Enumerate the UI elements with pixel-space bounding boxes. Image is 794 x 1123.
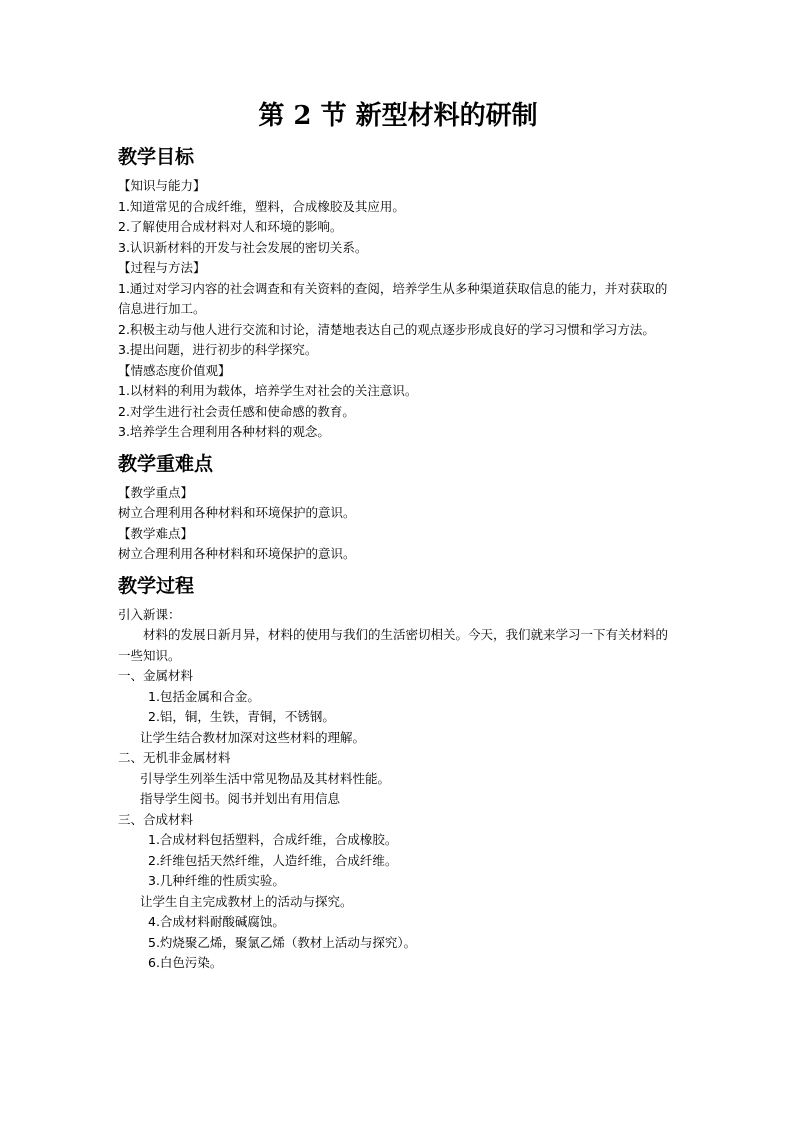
- label-focus: 【教学重点】: [118, 484, 194, 500]
- synthetic-item-5: 5.灼烧聚乙烯，聚氯乙烯（教材上活动与探究）。: [148, 934, 417, 950]
- inorganic-title: 二、无机非金属材料: [118, 750, 231, 765]
- intro-label: 引入新课：: [118, 606, 181, 622]
- metal-note: 让学生结合教材加深对这些材料的理解。: [140, 729, 366, 745]
- heading-keypoints: 教学重难点: [118, 452, 214, 475]
- label-process-method: 【过程与方法】: [118, 260, 206, 275]
- goal-k1: 1.知道常见的合成纤维，塑料，合成橡胶及其应用。: [118, 198, 405, 214]
- metal-title: 一、金属材料: [118, 668, 194, 683]
- synthetic-title: 三、合成材料: [118, 811, 194, 827]
- intro-text: 材料的发展日新月异，材料的使用与我们的生活密切相关。今天，我们就来学习一下有关材料的一些知识。: [118, 627, 669, 663]
- heading-goals: 教学目标: [118, 146, 195, 168]
- goal-k3: 3.认识新材料的开发与社会发展的密切关系。: [118, 239, 368, 255]
- label-attitude: 【情感态度价值观】: [118, 362, 231, 378]
- focus-text: 树立合理利用各种材料和环境保护的意识。: [118, 505, 356, 520]
- goal-e1: 1.以材料的利用为载体，培养学生对社会的关注意识。: [118, 383, 418, 398]
- heading-process: 教学过程: [118, 574, 195, 597]
- goal-p1: 1.通过对学习内容的社会调查和有关资料的查阅，培养学生从多种渠道获取信息的能力，并对获取的信息进行加工。: [118, 280, 668, 316]
- inorganic-item-2: 指导学生阅书。阅书并划出有用信息: [140, 791, 341, 806]
- goal-k2: 2.了解使用合成材料对人和环境的影响。: [118, 219, 343, 234]
- inorganic-item-1: 引导学生列举生活中常见物品及其材料性能。: [140, 770, 391, 786]
- document-page: [118, 96, 678, 974]
- synthetic-item-6: 6.白色污染。: [148, 955, 223, 970]
- synthetic-note: 让学生自主完成教材上的活动与探究。: [140, 893, 353, 909]
- goal-e2: 2.对学生进行社会责任感和使命感的教育。: [118, 403, 355, 419]
- label-difficulty: 【教学难点】: [118, 525, 194, 541]
- metal-item-2: 2.铝，铜，生铁，青铜，不锈钢。: [148, 709, 335, 724]
- goal-e3: 3.培养学生合理利用各种材料的观念。: [118, 424, 330, 439]
- goal-p2: 2.积极主动与他人进行交流和讨论，清楚地表达自己的观点逐步形成良好的学习习惯和学习方法。: [118, 321, 655, 337]
- synthetic-item-1: 1.合成材料包括塑料，合成纤维，合成橡胶。: [148, 832, 398, 847]
- synthetic-item-4: 4.合成材料耐酸碱腐蚀。: [148, 914, 285, 929]
- difficulty-text: 树立合理利用各种材料和环境保护的意识。: [118, 546, 356, 561]
- page-title: 第 2 节 新型材料的研制: [258, 101, 538, 131]
- label-knowledge: 【知识与能力】: [118, 178, 206, 193]
- metal-item-1: 1.包括金属和合金。: [148, 688, 260, 704]
- synthetic-item-3: 3.几种纤维的性质实验。: [148, 873, 285, 888]
- goal-p3: 3.提出问题，进行初步的科学探究。: [118, 342, 318, 357]
- synthetic-item-2: 2.纤维包括天然纤维，人造纤维，合成纤维。: [148, 852, 398, 868]
